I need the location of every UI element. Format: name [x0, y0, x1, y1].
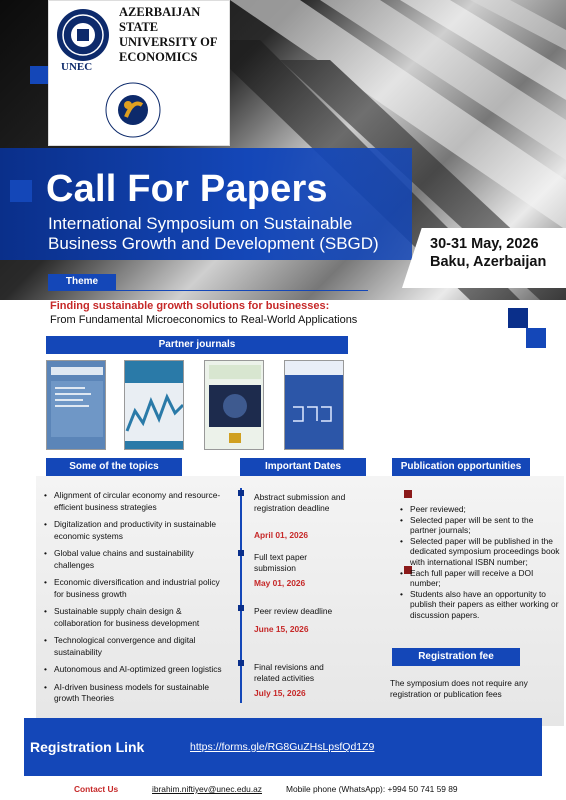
timeline-line — [240, 488, 242, 703]
list-item: • Economic diversification and industrial policy for business growth — [44, 577, 224, 600]
registration-fee-text: The symposium does not require any registration or publication fees — [390, 678, 528, 699]
decor-square — [526, 328, 546, 348]
timeline-marker — [238, 660, 244, 666]
date-item-value: April 01, 2026 — [254, 530, 309, 540]
university-name: AZERBAIJAN STATE UNIVERSITY OF ECONOMICS — [119, 5, 218, 64]
list-item: • Technological convergence and digital sustainability — [44, 635, 224, 658]
topics-list — [44, 490, 224, 711]
list-item: • Each full paper will receive a DOI number; — [398, 568, 560, 589]
list-item: • Global value chains and sustainability challenges — [44, 548, 224, 571]
date-item-value: May 01, 2026 — [254, 578, 306, 588]
list-item: • Alignment of circular economy and resource-efficient business strategies — [44, 490, 224, 513]
publication-list — [398, 504, 560, 621]
theme-divider — [48, 290, 368, 291]
decor-square — [30, 66, 48, 84]
date-item-label: Full text paper submission — [254, 552, 308, 573]
symposium-subtitle: International Symposium on Sustainable Business Growth and Development (SBGD) — [48, 214, 379, 253]
timeline-marker — [238, 605, 244, 611]
decor-square — [508, 308, 528, 328]
contact-phone: Mobile phone (WhatsApp): +994 50 741 59 89 — [286, 784, 458, 794]
important-dates-tab: Important Dates — [240, 458, 366, 476]
unec-label: UNEC — [61, 61, 93, 73]
journal-cover-4 — [284, 360, 344, 450]
topics-tab: Some of the topics — [46, 458, 182, 476]
journal-cover-2 — [124, 360, 184, 450]
list-item: • AI-driven business models for sustainable growth Theories — [44, 682, 224, 705]
journal-cover-1 — [46, 360, 106, 450]
partner-journals-tab: Partner journals — [46, 336, 348, 354]
unec-seal-logo — [55, 7, 111, 63]
list-item: • Autonomous and AI-optimized green logistics — [44, 664, 224, 676]
registration-label: Registration Link — [30, 739, 145, 755]
date-item-value: July 15, 2026 — [254, 688, 306, 698]
publication-opportunities-tab: Publication opportunities — [392, 458, 530, 476]
registration-fee-tab: Registration fee — [392, 648, 520, 666]
logo-panel — [48, 0, 230, 146]
list-item: • Selected paper will be sent to the partner journals; — [398, 515, 560, 536]
list-item: • Selected paper will be published in the dedicated symposium proceedings book with international ISBN number; — [398, 536, 560, 568]
journal-cover-3 — [204, 360, 264, 450]
timeline-marker — [238, 490, 244, 496]
contact-email-link[interactable]: ibrahim.niftiyev@unec.edu.az — [152, 784, 262, 794]
timeline-marker — [238, 550, 244, 556]
decor-square — [10, 180, 32, 202]
contact-label: Contact Us — [74, 784, 119, 794]
page-title: Call For Papers — [46, 168, 328, 210]
date-item-label: Final revisions and related activities — [254, 662, 324, 683]
theme-tab: Theme — [48, 274, 116, 290]
list-item: • Students also have an opportunity to publish their papers as either working or discussion papers. — [398, 589, 560, 621]
registration-link[interactable]: https://forms.gle/RG8GuZHsLpsfQd1Z9 — [190, 741, 375, 753]
date-item-value: June 15, 2026 — [254, 624, 309, 634]
list-item: • Peer reviewed; — [398, 504, 560, 515]
date-item-label: Abstract submission and registration deadline — [254, 492, 346, 513]
list-item: • Digitalization and productivity in sustainable economic systems — [44, 519, 224, 542]
event-date: 30-31 May, 2026 — [430, 236, 539, 252]
theme-subline: From Fundamental Microeconomics to Real-World Applications — [50, 314, 358, 326]
international-school-of-economics-logo — [104, 81, 162, 139]
publication-marker — [404, 490, 412, 498]
theme-headline: Finding sustainable growth solutions for businesses: — [50, 300, 330, 312]
list-item: • Sustainable supply chain design & collaboration for business development — [44, 606, 224, 629]
date-item-label: Peer review deadline — [254, 606, 333, 616]
event-location: Baku, Azerbaijan — [430, 254, 547, 270]
